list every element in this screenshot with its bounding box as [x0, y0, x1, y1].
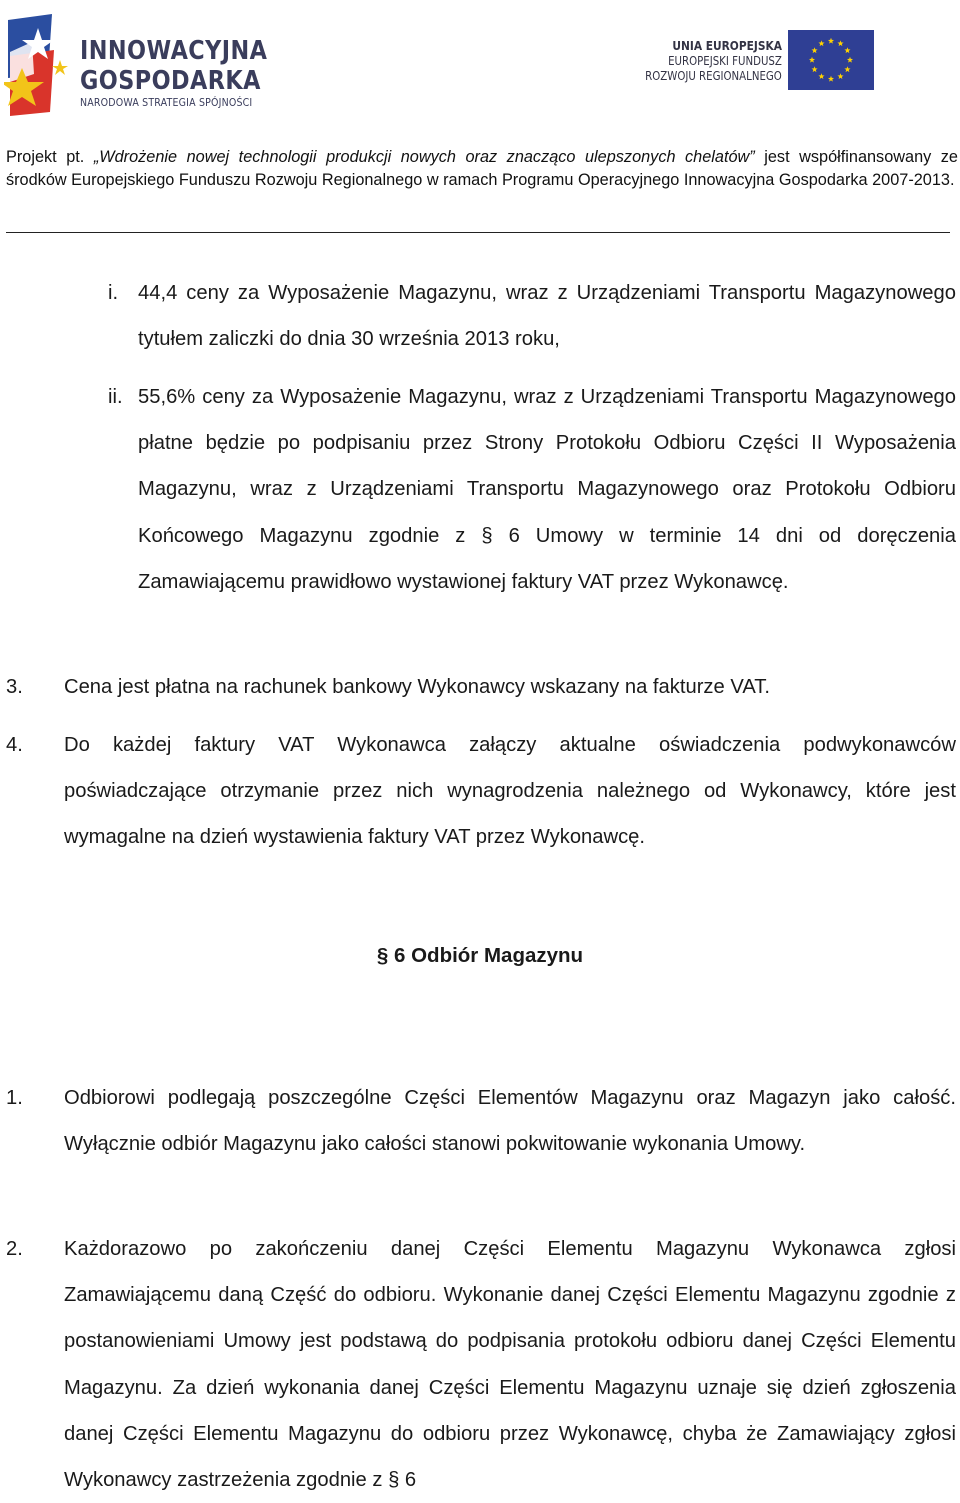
star-logo-icon: [4, 12, 78, 116]
logo-text-line1: INNOWACYJNA: [80, 36, 268, 66]
project-title: „Wdrożenie nowej technologii produkcji nowych oraz znacząco ulepszonych chelatów”: [93, 148, 755, 166]
item-text: Do każdej faktury VAT Wykonawca załączy aktualne oświadczenia podwykonawców poświadczające otrzymanie przez nich wynagrodzenia należnego od Wykonawcy, które jest wymagalne na dzień wystawienia faktury VAT przez Wykonawcę.: [64, 734, 956, 849]
item-text: Cena jest płatna na rachunek bankowy Wykonawcy wskazany na fakturze VAT.: [64, 676, 770, 698]
logo-text-line3: NARODOWA STRATEGIA SPÓJNOŚCI: [80, 96, 253, 109]
list-item: [108, 374, 956, 605]
project-suffix: jest współfinansowany ze środków Europejskiego Funduszu Rozwoju Regionalnego w ramach Programu Operacyjnego Innowacyjna Gospodarka 2007-2013.: [6, 148, 958, 189]
section-heading: § 6 Odbiór Magazynu: [376, 944, 584, 967]
logo-text-line2: GOSPODARKA: [80, 66, 261, 96]
item-text: 55,6% ceny za Wyposażenie Magazynu, wraz z Urządzeniami Transportu Magazynowego płatne będzie po podpisaniu przez Strony Protokołu Odbioru Części II Wyposażenia Magazynu, wraz z Urządzeniami Transportu Magazynowego oraz Protokołu Odbioru Końcowego Magazynu zgodnie z § 6 Umowy w terminie 14 dni od doręczenia Zamawiającemu prawidłowo wystawionej faktury VAT przez Wykonawcę.: [138, 386, 956, 593]
item-label: 1.: [6, 1087, 23, 1109]
project-notice: [6, 146, 958, 191]
item-text: 44,4 ceny za Wyposażenie Magazynu, wraz z Urządzeniami Transportu Magazynowego tytułem zaliczki do dnia 30 września 2013 roku,: [138, 282, 956, 351]
item-label: i.: [108, 282, 119, 304]
item-text: Odbiorowi podlegają poszczególne Części Elementów Magazynu oraz Magazyn jako całość. Wyłącznie odbiór Magazynu jako całości stanowi pokwitowanie wykonania Umowy.: [64, 1087, 956, 1156]
list-item: [108, 270, 956, 362]
item-label: 3.: [6, 676, 23, 698]
eu-logo-line2: EUROPEJSKI FUNDUSZ: [668, 54, 782, 68]
list-item: [6, 722, 956, 861]
header-divider: [6, 232, 950, 233]
eu-logo: [636, 28, 876, 94]
item-label: 2.: [6, 1238, 23, 1260]
list-item: [6, 1075, 956, 1167]
item-text: Każdorazowo po zakończeniu danej Części Elementu Magazynu Wykonawca zgłosi Zamawiającemu daną Część do odbioru. Wykonanie danej Części Elementu Magazynu zgodnie z postanowieniami Umowy jest podstawą do podpisania protokołu odbioru danej Części Elementu Magazynu. Za dzień wykonania danej Części Elementu Magazynu uznaje się dzień zgłoszenia danej Części Elementu Magazynu do odbioru przez Wykonawcę, chyba że Zamawiający zgłosi Wykonawcy zastrzeżenia zgodnie z § 6: [64, 1238, 956, 1492]
project-prefix: Projekt pt.: [6, 148, 94, 166]
eu-logo-line3: ROZWOJU REGIONALNEGO: [645, 69, 782, 83]
list-item: [6, 1226, 956, 1503]
eu-flag-icon: [788, 30, 874, 90]
item-label: ii.: [108, 386, 123, 408]
list-item: [6, 664, 956, 710]
eu-logo-line1: UNIA EUROPEJSKA: [672, 38, 782, 53]
item-label: 4.: [6, 734, 23, 756]
innowacyjna-gospodarka-logo: [4, 8, 274, 116]
